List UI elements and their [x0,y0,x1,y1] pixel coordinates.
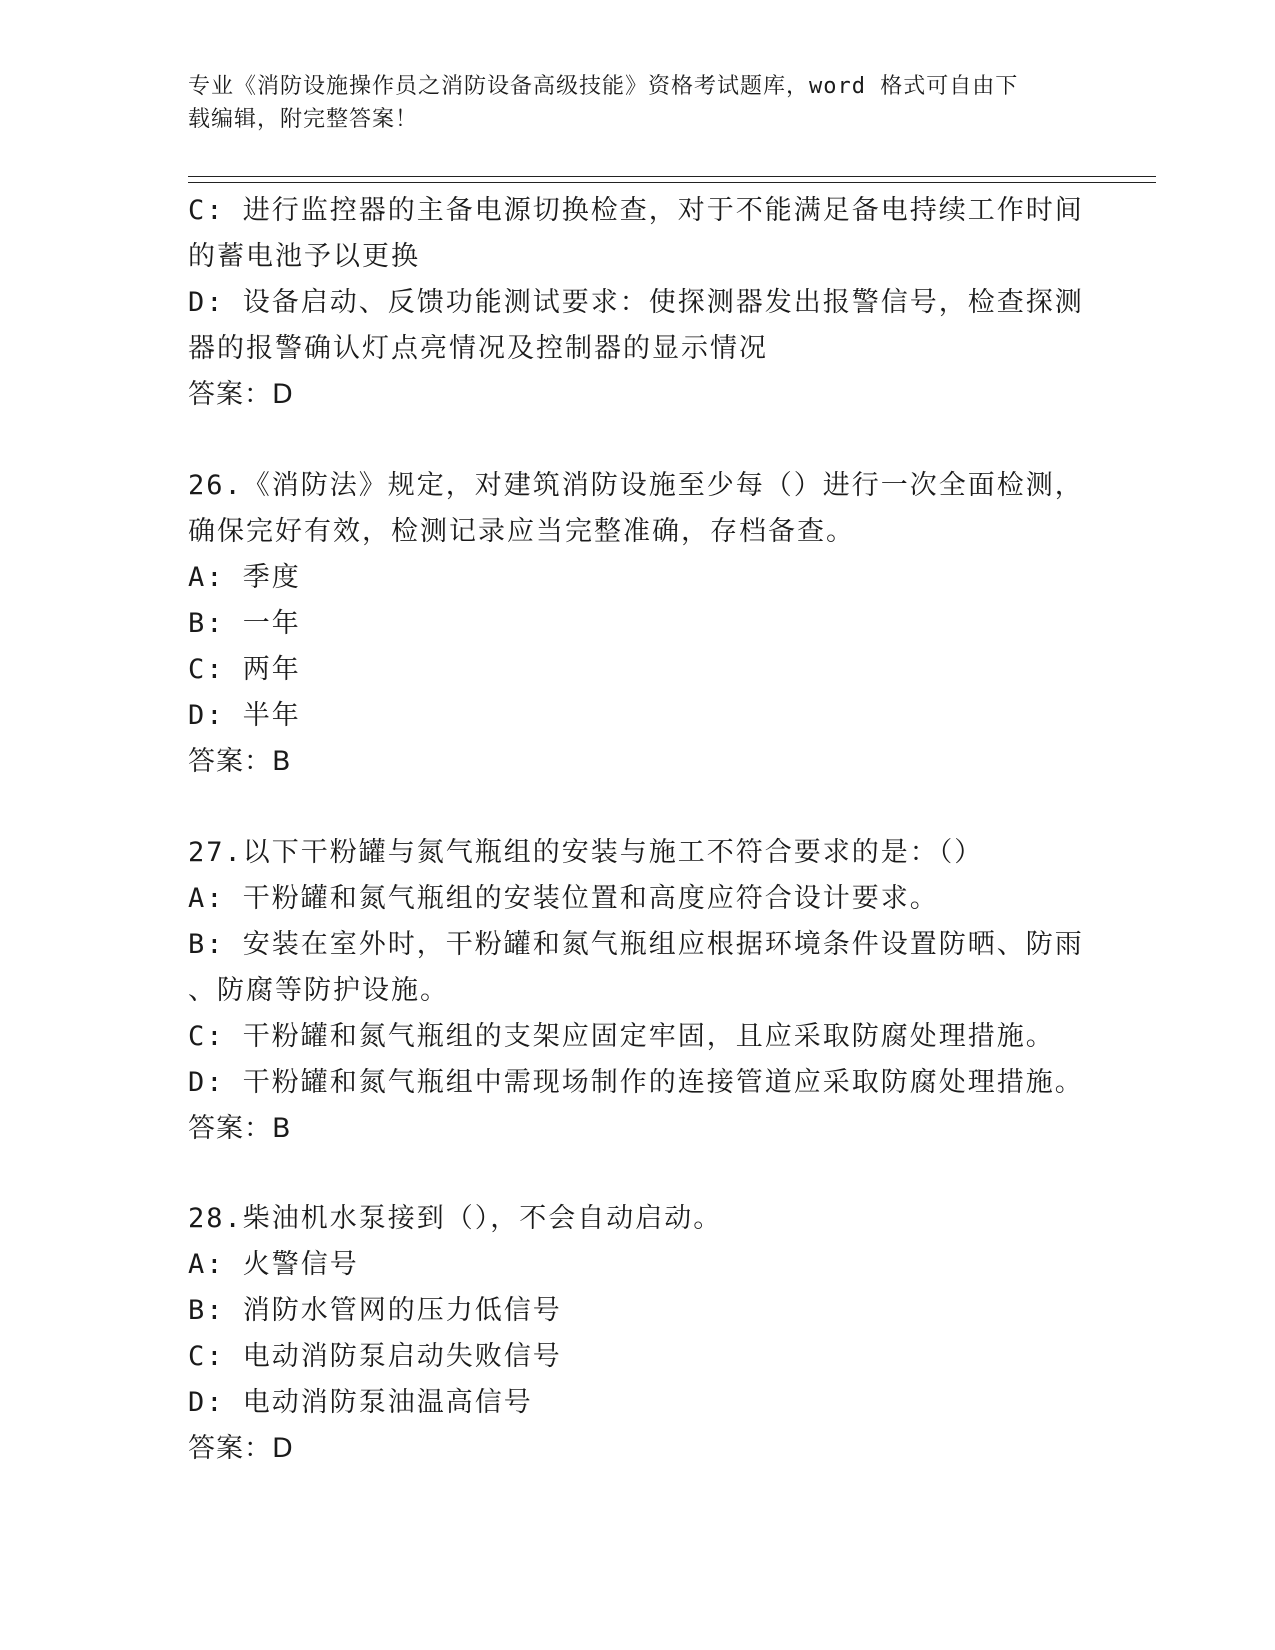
option-c: C: 两年 [188,654,301,685]
option-a: A: 干粉罐和氮气瓶组的安装位置和高度应符合设计要求。 [188,883,939,914]
option-d: D: 半年 [188,700,301,731]
option-d-line-2: 器的报警确认灯点亮情况及控制器的显示情况 [188,333,768,364]
header-divider-top [188,176,1156,177]
option-b: B: 消防水管网的压力低信号 [188,1295,562,1326]
answer: 答案：D [188,379,294,410]
option-d-line-1: D: 设备启动、反馈功能测试要求：使探测器发出报警信号，检查探测 [188,287,1084,318]
spacer [188,418,1088,463]
option-c-line-1: C: 进行监控器的主备电源切换检查，对于不能满足备电持续工作时间 [188,195,1084,226]
question-27 [188,830,1088,1152]
question-stem: 27.以下干粉罐与氮气瓶组的安装与施工不符合要求的是：（） [188,837,984,868]
option-b-line-1: B: 安装在室外时，干粉罐和氮气瓶组应根据环境条件设置防晒、防雨 [188,929,1084,960]
option-b: B: 一年 [188,608,301,639]
header-line-1: 专业《消防设施操作员之消防设备高级技能》资格考试题库，word 格式可自由下 [188,74,1019,99]
question-stem-line-2: 确保完好有效，检测记录应当完整准确，存档备查。 [188,516,855,547]
header-divider-bottom [188,182,1156,183]
option-d: D: 电动消防泵油温高信号 [188,1387,533,1418]
header-line-2: 载编辑，附完整答案！ [188,107,419,132]
document-header [188,70,1068,136]
option-d: D: 干粉罐和氮气瓶组中需现场制作的连接管道应采取防腐处理措施。 [188,1067,1084,1098]
question-28 [188,1196,1088,1472]
question-list [188,188,1088,1472]
answer: 答案：B [188,1113,292,1144]
answer: 答案：B [188,746,292,777]
option-c-line-2: 的蓄电池予以更换 [188,241,420,272]
option-a: A: 火警信号 [188,1249,359,1280]
option-b-line-2: 、防腐等防护设施。 [188,975,449,1006]
question-25-tail [188,188,1088,418]
option-c: C: 干粉罐和氮气瓶组的支架应固定牢固，且应采取防腐处理措施。 [188,1021,1055,1052]
spacer [188,1152,1088,1196]
question-stem-line-1: 26.《消防法》规定，对建筑消防设施至少每（）进行一次全面检测， [188,470,1084,501]
option-c: C: 电动消防泵启动失败信号 [188,1341,562,1372]
question-stem: 28.柴油机水泵接到（），不会自动启动。 [188,1203,723,1234]
option-a: A: 季度 [188,562,301,593]
question-26 [188,463,1088,785]
spacer [188,785,1088,830]
answer: 答案：D [188,1433,294,1464]
